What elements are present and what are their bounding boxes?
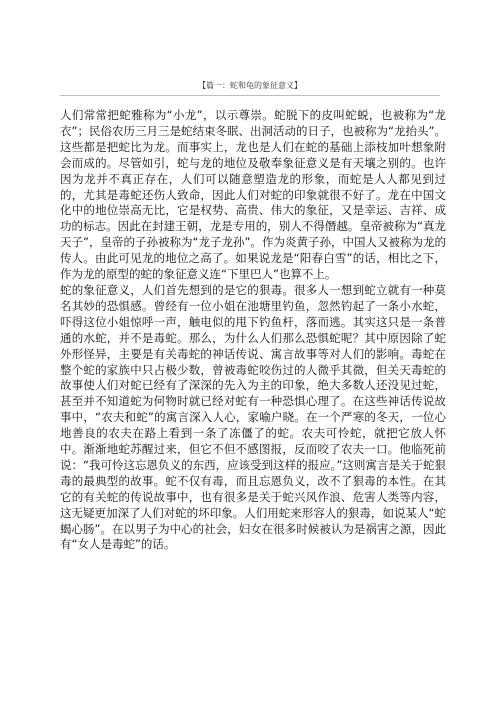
paragraph-snake-symbolism: 蛇的象征意义，人们首先想到的是它的狠毒。很多人一想到蛇立就有一种莫名其妙的恐惧感。曾经有一位小姐在池塘里钓鱼，忽然钓起了一条小水蛇，吓得这位小姐惊呼一声，触电似的甩下钓鱼杆，落而逃。其实这只是一条普通的水蛇，并不是毒蛇。那么，为什么人们那么恐惧蛇呢？其中原因除了蛇外形怪异，主要是有关毒蛇的神话传说、寓言故事等对人们的影响。毒蛇在整个蛇的家族中只占极少数，曾被毒蛇咬伤过的人微乎其微，但关天毒蛇的故事使人们对蛇已经有了深深的先入为主的印象，绝大多数人还没见过蛇，甚至并不知道蛇为何物时就已经对蛇有一种恐惧心理了。在这些神话传说故事中，“农夫和蛇”的寓言深入人心，家喻户晓。在一个严寒的冬天，一位心地善良的农夫在路上看到一条了冻僵了的蛇。农夫可怜蛇，就把它放人怀中。渐渐地蛇苏醒过来，但它不但不感图报，反而咬了农夫一口。他临死前说：“我可怜这忘恩负义的东西，应该受到这样的报应。”这则寓言是关于蛇狠毒的最典型的故事。蛇不仅有毒，而且忘恩负义，改不了狠毒的本性。在其它的有关蛇的传说故事中，也有很多是关于蛇兴风作浪、危害人类等内容，这无疑更加深了人们对蛇的坏印象。人们用蛇来形容人的狠毒，如说某人“蛇蝎心肠”。在以男子为中心的社会，妇女在很多时候被认为是祸害之源，因此有“女人是毒蛇”的话。: [60, 282, 446, 552]
paragraph-dragon-and-snake: 人们常常把蛇雅称为“小龙”，以示尊崇。蛇脱下的皮叫蛇蜕，也被称为“龙衣”；民俗农历三月三是蛇结束冬眠、出洞活动的日子，也被称为“龙抬头”。这些都是把蛇比为龙。而事实上，龙也是人们在蛇的基础上添枝加叶想象附会而成的。尽管如引，蛇与龙的地位及敬奉象征意义是有天壤之别的。也许因为龙并不真正存在，人们可以随意塑造龙的形象，而蛇是人人都见到过的，尤其是毒蛇还伤人致命，因此人们对蛇的印象就很不好了。龙在中国文化中的地位崇高无比，它是权势、高贵、伟大的象征，又是幸运、吉祥、成功的标志。因此在封建王朝，龙是专用的，别人不得僭越。皇帝被称为“真龙天子”，皇帝的子孙被称为“龙子龙孙”。作为炎黄子孙，中国人又被称为龙的传人。由此可见龙的地位之高了。如果说龙是“阳春白雪”的话，相比之下，作为龙的原型的蛇的象征意义连“下里巴人”也算不上。: [60, 108, 446, 282]
body-text: [60, 108, 446, 553]
header-divider: [60, 95, 440, 96]
section-heading: 【篇一：蛇和龟的象征意义】: [198, 81, 302, 90]
